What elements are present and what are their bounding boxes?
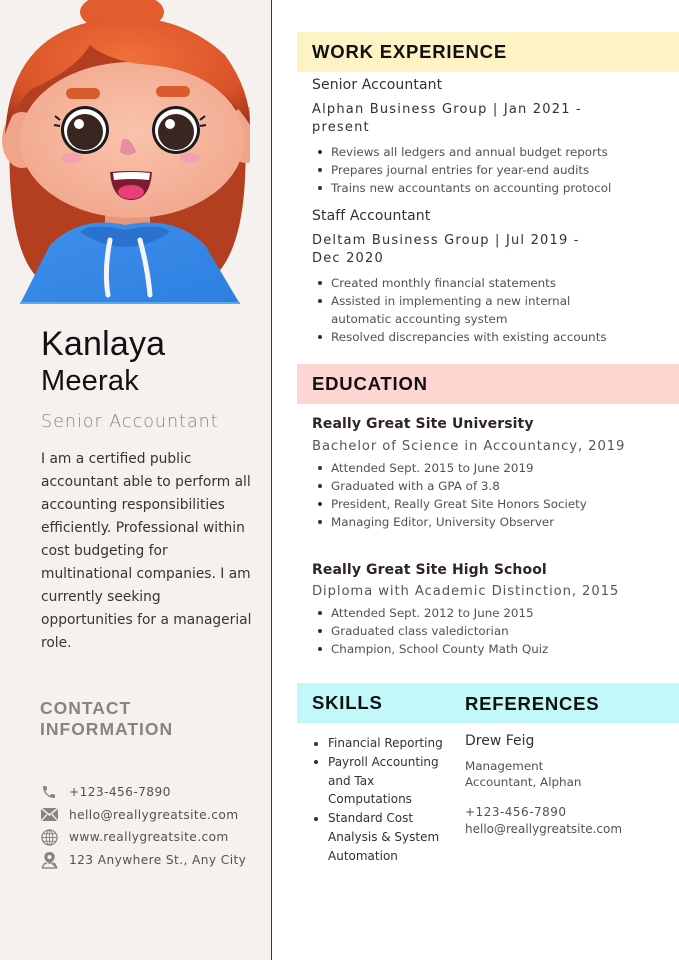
job-entry [312, 208, 642, 346]
main-content [272, 0, 679, 960]
school-bullets [312, 604, 642, 658]
school-bullet: Managing Editor, University Observer [312, 513, 642, 531]
school-bullet: Graduated class valedictorian [312, 622, 642, 640]
skills-bullets [312, 734, 452, 866]
contact-title-line1: CONTACT [40, 698, 132, 718]
school-entry [312, 416, 642, 531]
school-name: Really Great Site University [312, 416, 534, 432]
job-bullet: Trains new accountants on accounting protocol [312, 179, 642, 197]
mail-icon [40, 806, 58, 824]
school-bullet: Attended Sept. 2015 to June 2019 [312, 459, 642, 477]
reference-position: Management Accountant, Alphan [465, 759, 582, 789]
school-bullet: President, Really Great Site Honors Society [312, 495, 642, 513]
references-title: REFERENCES [465, 693, 600, 714]
profile-name [41, 326, 165, 400]
school-name: Really Great Site High School [312, 562, 547, 578]
job-meta-line1: Alphan Business Group | Jan 2021 - [312, 102, 582, 117]
job-bullet: Prepares journal entries for year-end audits [312, 161, 642, 179]
school-degree: Diploma with Academic Distinction, 2015 [312, 584, 620, 599]
school-entry [312, 562, 642, 658]
school-bullet: Champion, School County Math Quiz [312, 640, 642, 658]
last-name: Meerak [41, 365, 139, 397]
skill-item: Financial Reporting [312, 734, 452, 753]
skill-item: Payroll Accounting and Tax Computations [312, 753, 452, 809]
education-header [297, 364, 679, 404]
job-title: Senior Accountant [312, 77, 443, 93]
contact-website-text: www.reallygreatsite.com [69, 830, 229, 845]
skills-title: SKILLS [312, 692, 383, 713]
location-pin-icon [40, 851, 58, 869]
school-bullet: Graduated with a GPA of 3.8 [312, 477, 642, 495]
school-degree: Bachelor of Science in Accountancy, 2019 [312, 439, 626, 454]
profile-role: Senior Accountant [41, 412, 219, 432]
job-title: Staff Accountant [312, 208, 431, 224]
contact-address-text: 123 Anywhere St., Any City [69, 852, 247, 867]
contact-list [40, 781, 265, 871]
contact-email[interactable] [40, 804, 265, 827]
contact-phone[interactable] [40, 781, 265, 804]
job-bullet: Reviews all ledgers and annual budget reports [312, 143, 642, 161]
phone-icon [40, 783, 58, 801]
first-name: Kanlaya [41, 325, 166, 363]
reference-phone[interactable]: +123-456-7890 [465, 805, 567, 819]
skills-list [312, 734, 452, 866]
education-title: EDUCATION [312, 373, 428, 394]
job-bullet: Created monthly financial statements [312, 274, 612, 292]
job-meta-line1: Deltam Business Group | Jul 2019 - [312, 233, 580, 248]
job-meta-line2: present [312, 119, 370, 135]
job-bullet: Assisted in implementing a new internal automatic accounting system [312, 292, 612, 328]
avatar-illustration [0, 0, 250, 304]
job-bullets [312, 143, 642, 197]
contact-phone-text: +123-456-7890 [69, 785, 171, 800]
contact-email-text: hello@reallygreatsite.com [69, 807, 239, 822]
work-experience-header [297, 32, 679, 72]
globe-icon [40, 828, 58, 846]
school-bullet: Attended Sept. 2012 to June 2015 [312, 604, 642, 622]
contact-website[interactable] [40, 826, 265, 849]
reference-entry [465, 733, 665, 836]
skill-item: Standard Cost Analysis & System Automation [312, 809, 452, 865]
reference-email[interactable]: hello@reallygreatsite.com [465, 822, 623, 836]
job-meta-line2: Dec 2020 [312, 250, 384, 266]
job-bullets [312, 274, 612, 346]
contact-title-line2: INFORMATION [40, 719, 174, 739]
contact-address[interactable] [40, 849, 265, 872]
school-bullets [312, 459, 642, 531]
reference-name: Drew Feig [465, 733, 535, 749]
contact-section-title [40, 698, 173, 740]
job-entry [312, 77, 642, 197]
profile-avatar [0, 0, 250, 304]
profile-bio: I am a certified public accountant able to perform all accounting responsibilities efficiently. Professional within cost budgeting for multinational companies. I am currently seeking opportunities for a managerial role. [41, 451, 252, 651]
job-meta [312, 101, 642, 136]
job-bullet: Resolved discrepancies with existing accounts [312, 328, 612, 346]
work-experience-title: WORK EXPERIENCE [312, 41, 507, 62]
job-meta [312, 232, 642, 267]
sidebar [0, 0, 271, 960]
